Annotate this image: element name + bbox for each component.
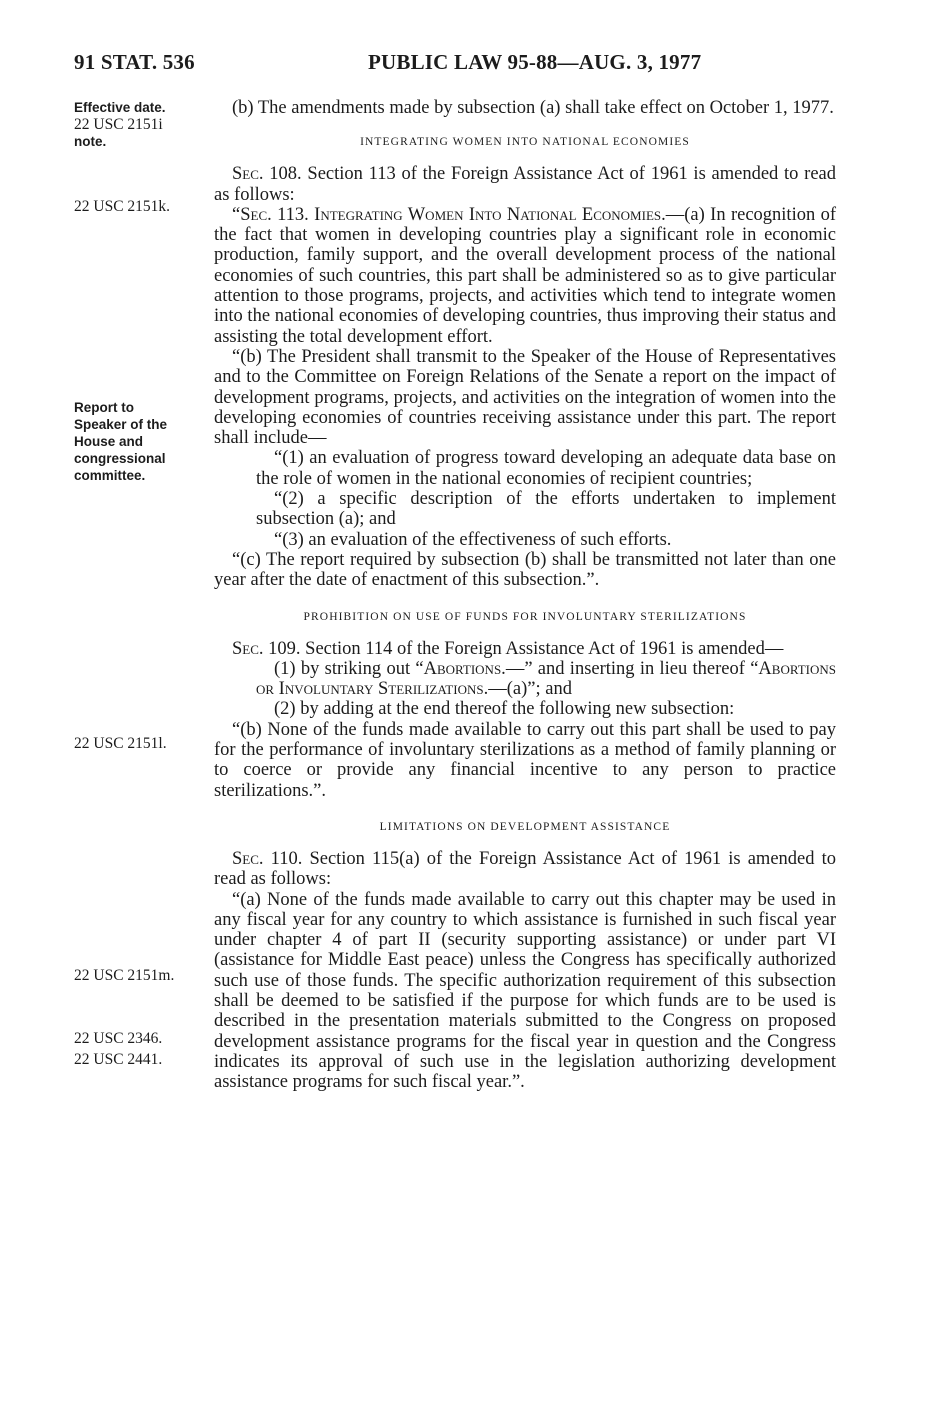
section-label: Sec. 109. (232, 638, 301, 659)
margin-citation-2346: 22 USC 2346. (74, 1030, 163, 1047)
report-note-line: Speaker of the (74, 417, 168, 432)
page-reference: 91 STAT. 536 (74, 50, 195, 74)
section-intro-text: Section 115(a) of the Foreign Assistance Act of 1961 is amended to read as follows: (214, 848, 836, 890)
section-label: Sec. 110. (232, 848, 303, 869)
section-115-subsection-a: “(a) None of the funds made available to carry out this chapter may be used in any fiscal year for any country to which assistance is furnished in such fiscal year under chapter 4 of part II (security supporting assistance) or under part VI (assistance for Middle East peace) unless the Congress has specifically authorized such use of those funds. The specific authorization requirement of this subsection shall be deemed to be satisfied if the purpose for which funds are to be used is described in the presentation materials submitted to the Congress on proposed development assistance programs for the fiscal year in question and the Congress indicates its approval of such use in the legislation authorizing development assistance programs for such fiscal year.”. (214, 889, 836, 1093)
section-110-intro (214, 849, 836, 890)
section-113-subsection-a (214, 205, 836, 347)
margin-citation-sec109: 22 USC 2151l. (74, 735, 167, 752)
report-items (214, 448, 836, 549)
report-item-3: “(3) an evaluation of the effectiveness of such efforts. (274, 529, 672, 550)
amendment-items (214, 659, 836, 720)
section-108-intro (214, 164, 836, 205)
effective-date-note: note. (74, 134, 107, 149)
amendment-text: —(a)”; and (488, 679, 572, 700)
margin-note-report (74, 399, 202, 484)
report-item-2: “(2) a specific description of the efforts undertaken to implement subsection (a); and (256, 489, 836, 530)
section-label: Sec. 108. (232, 164, 302, 185)
effective-date-citation: 22 USC 2151i (74, 116, 163, 133)
amendment-text: (1) by striking out “ (274, 658, 424, 679)
effective-date-label: Effective date. (74, 100, 166, 115)
section-heading-108: INTEGRATING WOMEN INTO NATIONAL ECONOMIES (360, 136, 690, 149)
struck-heading: Abortions. (423, 658, 506, 679)
section-heading-110: LIMITATIONS ON DEVELOPMENT ASSISTANCE (379, 820, 671, 833)
amendment-item-2: (2) by adding at the end thereof the following new subsection: (274, 699, 735, 720)
section-113-title: “Sec. 113. Integrating Women Into National Economies. (232, 204, 666, 225)
report-item-1: “(1) an evaluation of progress toward developing an adequate data base on the role of women in the national economies of recipient countries; (256, 448, 836, 489)
page-title: PUBLIC LAW 95-88—AUG. 3, 1977 (368, 50, 702, 74)
section-intro-text: Section 114 of the Foreign Assistance Act of 1961 is amended— (305, 638, 784, 659)
inserted-heading: Abortions or Involuntary Sterilizations. (256, 658, 837, 700)
subsection-b-effective: (b) The amendments made by subsection (a) shall take effect on October 1, 1977. (232, 98, 834, 118)
margin-citation-2441: 22 USC 2441. (74, 1051, 163, 1068)
margin-citation-sec108: 22 USC 2151k. (74, 198, 171, 215)
margin-citation-sec110: 22 USC 2151m. (74, 967, 175, 984)
amendment-item-1 (256, 659, 836, 700)
statute-body (214, 98, 836, 1092)
margin-note-effective-date (74, 99, 202, 150)
report-note-line: Report to (74, 400, 134, 415)
report-note-line: House and (74, 434, 144, 449)
section-heading-109: PROHIBITION ON USE OF FUNDS FOR INVOLUNTARY STERILIZATIONS (303, 610, 747, 623)
section-109-intro (214, 639, 836, 659)
amendment-text: —” and inserting in lieu thereof “ (505, 658, 759, 679)
section-114-subsection-b: “(b) None of the funds made available to carry out this part shall be used to pay for the performance of involuntary sterilizations as a method of family planning or to coerce or provide any financial incentive to any person to practice sterilizations.”. (214, 719, 836, 801)
section-113-subsection-b: “(b) The President shall transmit to the Speaker of the House of Representatives and to the Committee on Foreign Relations of the Senate a report on the impact of development programs, projects, and activities on the integration of women into the developing economies of countries receiving assistance under this part. The report shall include— (214, 346, 836, 449)
section-intro-text: Section 113 of the Foreign Assistance Act of 1961 is amended to read as follows: (214, 164, 837, 205)
subsection-a-text: —(a) In recognition of the fact that women in developing countries play a significant role in economic production, family support, and the overall development process of the national economies of such countries, this part shall be administered so as to give particular attention to those programs, projects, and activities which tend to integrate women into the national economies of developing countries, thus improving their status and assisting the total development effort. (214, 204, 836, 347)
report-note-line: committee. (74, 468, 146, 483)
report-note-line: congressional (74, 451, 166, 466)
section-113-subsection-c: “(c) The report required by subsection (b) shall be transmitted not later than one year after the date of enactment of this subsection.”. (214, 549, 836, 591)
